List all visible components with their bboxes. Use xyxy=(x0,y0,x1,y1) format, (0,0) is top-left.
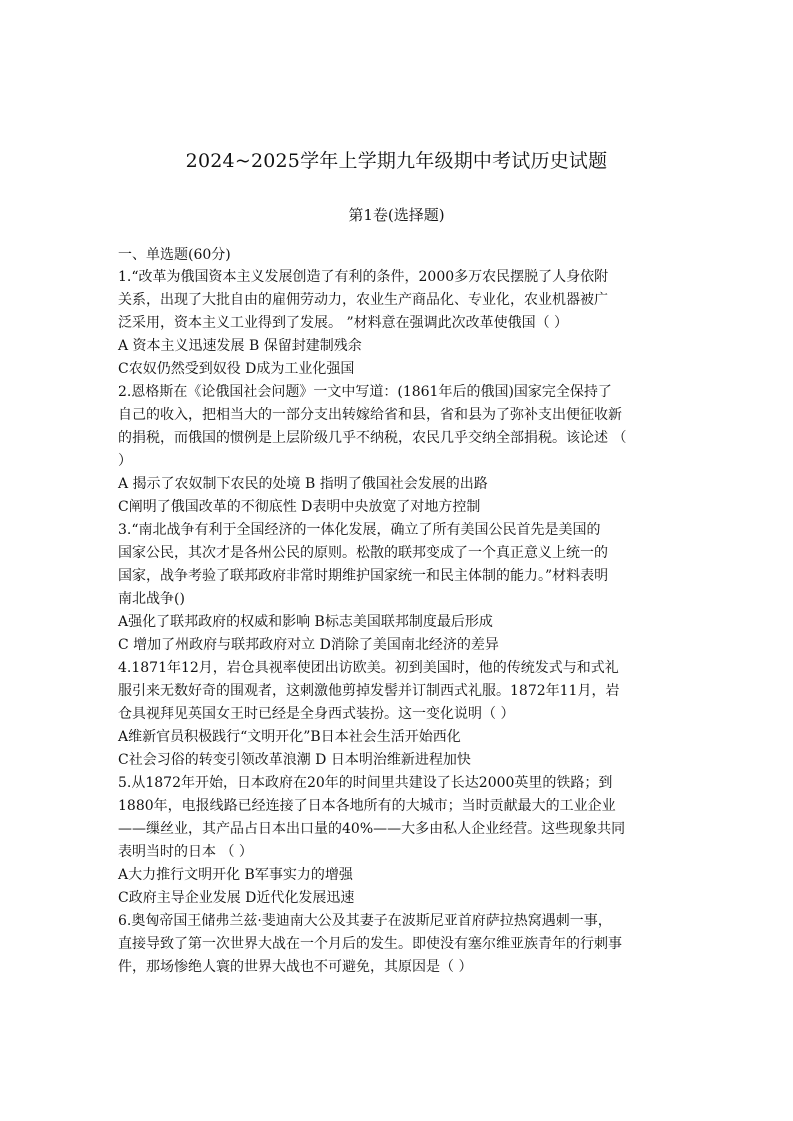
question-6 xyxy=(118,910,678,979)
answer-options-line: A 资本主义迅速发展 B 保留封建制残余 xyxy=(118,338,362,354)
question-stem-line: 国家，战争考验了联邦政府非常时期维护国家统一和民主体制的能力。”材料表明 xyxy=(118,568,609,584)
question-stem-line: 1880年，电报线路已经连接了日本各地所有的大城市；当时贡献最大的工业企业 xyxy=(118,798,616,814)
answer-options-line: C阐明了俄国改革的不彻底性 D表明中央放宽了对地方控制 xyxy=(118,499,481,515)
question-stem-line: 6.奥匈帝国王储弗兰兹·斐迪南大公及其妻子在波斯尼亚首府萨拉热窝遇刺一事， xyxy=(118,913,612,929)
section-heading: 一、单选题(60分) xyxy=(118,247,231,263)
question-stem-line: 国家公民，其次才是各州公民的原则。松散的联邦变成了一个真正意义上统一的 xyxy=(118,545,608,561)
question-stem-line: 5.从1872年开始，日本政府在20年的时间里共建设了长达2000英里的铁路；到 xyxy=(118,775,613,791)
question-stem-line: 件，那场惨绝人寰的世界大战也不可避免，其原因是（ ） xyxy=(118,959,473,975)
volume-subtitle: 第1卷(选择题) xyxy=(348,206,445,224)
question-1 xyxy=(118,266,678,381)
question-stem-line: 关系，出现了大批自由的雇佣劳动力，农业生产商品化、专业化，农业机器被广 xyxy=(118,292,608,308)
question-3 xyxy=(118,519,678,657)
answer-options-line: C政府主导企业发展 D近代化发展迅速 xyxy=(118,890,355,906)
question-stem-line: 服引来无数好奇的围观者，这刺激他剪掉发髻并订制西式礼服。1872年11月，岩 xyxy=(118,683,620,699)
question-stem-line: 表明当时的日本 （ ） xyxy=(118,844,253,860)
question-2 xyxy=(118,381,678,519)
question-stem-line: 的捐税，而俄国的惯例是上层阶级几乎不纳税，农民几乎交纳全部捐税。该论述 （ xyxy=(118,430,627,446)
exam-title: 2024~2025学年上学期九年级期中考试历史试题 xyxy=(185,150,608,172)
question-stem-line: 2.恩格斯在《论俄国社会问题》一文中写道：(1861年后的俄国)国家完全保持了 xyxy=(118,384,612,400)
question-stem-line: 自己的收入，把相当大的一部分支出转嫁给省和县，省和县为了弥补支出便征收新 xyxy=(118,407,622,423)
answer-options-line: A强化了联邦政府的权威和影响 B标志美国联邦制度最后形成 xyxy=(118,614,493,630)
answer-options-line: A大力推行文明开化 B军事实力的增强 xyxy=(118,867,353,883)
question-stem-line: 1.“改革为俄国资本主义发展创造了有利的条件，2000多万农民摆脱了人身依附 xyxy=(118,269,609,285)
question-5 xyxy=(118,772,678,910)
answer-options-line: A维新官员积极践行“文明开化”B日本社会生活开始西化 xyxy=(118,729,461,745)
question-stem-line: 直接导致了第一次世界大战在一个月后的发生。即使没有塞尔维亚族青年的行刺事 xyxy=(118,936,622,952)
question-stem-line: ——缫丝业，其产品占日本出口量的40%——大多由私人企业经营。这些现象共同 xyxy=(118,821,626,837)
question-list xyxy=(118,266,678,979)
answer-options-line: C社会习俗的转变引领改革浪潮 D 日本明治维新进程加快 xyxy=(118,752,471,768)
question-stem-line: 泛采用，资本主义工业得到了发展。 ”材料意在强调此次改革使俄国（ ） xyxy=(118,315,569,331)
question-stem-line: ） xyxy=(118,453,132,469)
answer-options-line: A 揭示了农奴制下农民的处境 B 指明了俄国社会发展的出路 xyxy=(118,476,488,492)
answer-options-line: C农奴仍然受到奴役 D成为工业化强国 xyxy=(118,361,355,377)
question-stem-line: 南北战争() xyxy=(118,591,185,607)
answer-options-line: C 增加了州政府与联邦政府对立 D消除了美国南北经济的差异 xyxy=(118,637,499,653)
question-stem-line: 3.“南北战争有利于全国经济的一体化发展，确立了所有美国公民首先是美国的 xyxy=(118,522,601,538)
question-stem-line: 4.1871年12月，岩仓具视率使团出访欧美。初到美国时，他的传统发式与和式礼 xyxy=(118,660,619,676)
question-4 xyxy=(118,657,678,772)
question-stem-line: 仓具视拜见英国女王时已经是全身西式装扮。这一变化说明（ ） xyxy=(118,706,515,722)
